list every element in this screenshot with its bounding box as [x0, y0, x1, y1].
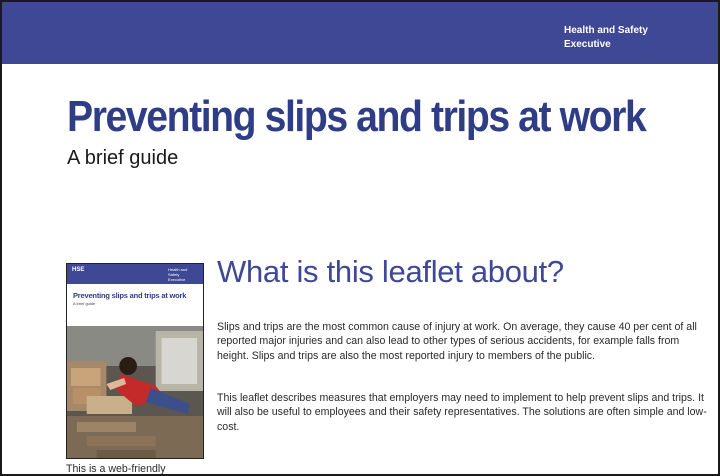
- section-heading: What is this leaflet about?: [217, 254, 564, 289]
- document-title: Preventing slips and trips at work: [67, 92, 646, 141]
- cover-thumbnail: [66, 263, 204, 459]
- cover-logo: HSE: [72, 267, 85, 273]
- paragraph-intro: Slips and trips are the most common cause of injury at work. On average, they cause 40 per cent of all reported major injuries and can also lead to other types of serious accidents, for example falls from height. Slips and trips are also the most reported injury to members of the public.: [217, 321, 697, 362]
- paragraph-scope: This leaflet describes measures that employers may need to implement to help prevent slips and trips. It will also be useful to employees and their safety representatives. The solutions are often simple and low-cost.: [217, 392, 707, 433]
- cover-title: Preventing slips and trips at work: [73, 291, 187, 300]
- cover-subtitle: A brief guide: [73, 301, 96, 306]
- cover-organisation: Health and Safety Executive: [168, 267, 188, 282]
- cover-photo: [67, 326, 203, 459]
- organisation-name: Health and Safety Executive: [564, 25, 648, 50]
- document-subtitle: A brief guide: [67, 147, 179, 169]
- footnote-text: This is a web-friendly: [66, 463, 166, 475]
